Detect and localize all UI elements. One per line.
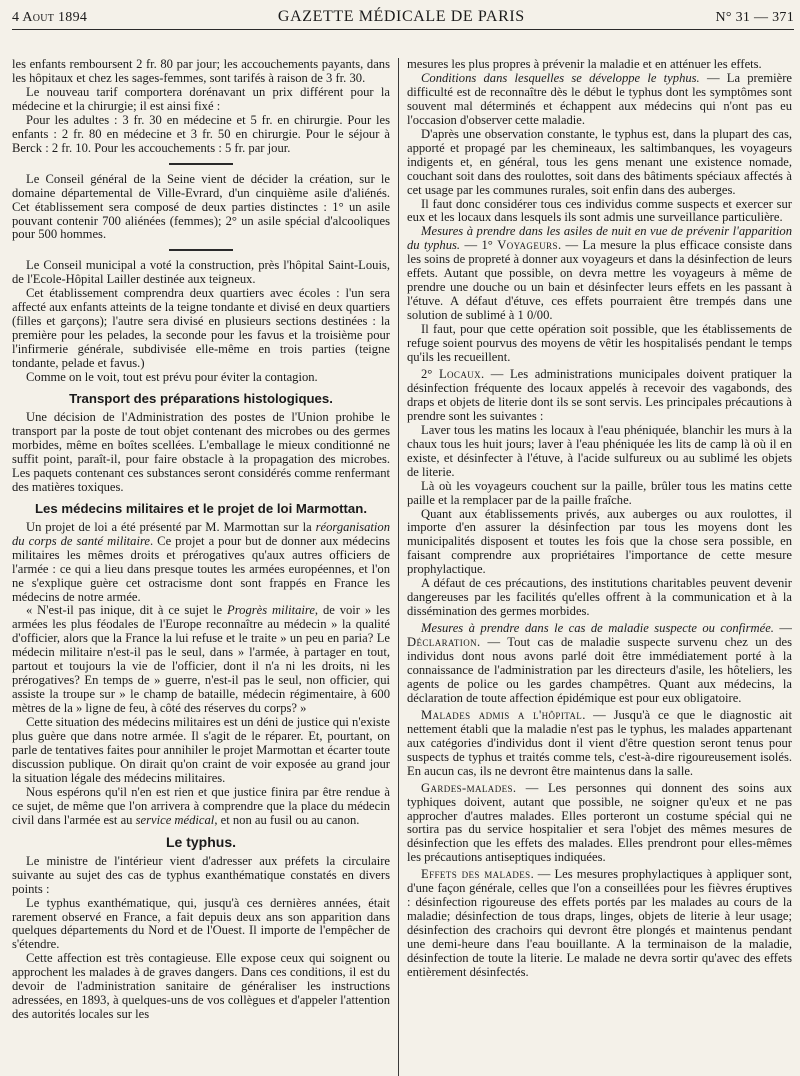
- paragraph: Une décision de l'Administration des postes de l'Union prohibe le transport par la poste de tout objet contenant des microbes ou des germes morbides, même en boîtes scellées. L'emballage le mieux conditionné ne suffit point, paraît-il, pour faire obstacle à la propagation des microbes. Les paquets contenant ces substances seront considérés comme renfermant des matières toxiques.: [12, 410, 390, 494]
- paragraph: [407, 782, 792, 866]
- paragraph: A défaut de ces précautions, des institutions charitables peuvent devenir dangereuses par les facilités qu'elles offrent à la communication et à la dissémination des germes morbides.: [407, 576, 792, 619]
- paragraph: mesures les plus propres à prévenir la maladie et en atténuer les effets.: [407, 58, 762, 71]
- paragraph: Le Conseil municipal a voté la construction, près l'hôpital Saint-Louis, de l'Ecole-Hôpital Lailler destinée aux teigneux.: [12, 258, 390, 287]
- paragraph-text: . — Les administrations municipales doivent pratiquer la désinfection fréquente des locaux appelés à recevoir des vagabonds, des draps et objets de literie dont ils se sont servis. Les principales précautions à prendre sont les suivantes :: [407, 366, 792, 423]
- paragraph: Il faut, pour que cette opération soit possible, que les établissements de refuge soient pourvus des moyens de vêtir les hospitalisés pendant le temps qu'ils les recueillent.: [407, 322, 792, 365]
- text-columns: [12, 58, 794, 1076]
- paragraph-text: . — Jusqu'à ce que le diagnostic ait nettement établi que la maladie n'est pas le typhus, les malades appartenant aux catégories d'individus dont il vient d'être question seront tenus pour suspects de typhus et traités comme tels, c'est-à-dire rigoureusement isolés. En aucun cas, ils ne devront être maintenus dans la salle.: [407, 707, 792, 778]
- subsection-lead: Mesures à prendre dans le cas de maladie suspecte ou confirmée.: [421, 621, 774, 636]
- section-divider: [169, 163, 233, 165]
- paragraph-text: — 1°: [460, 238, 498, 253]
- paragraph: Cet établissement comprendra deux quartiers avec écoles : l'un sera affecté aux enfants atteints de la teigne tondante et divisé en deux quartiers (filles et garçons); l'autre sera divisé en plusieurs sections destinées : la première pour les pelades, la seconde pour les favus et la troisième pour l'infirmerie générale, subdivisée elle-même en trois parties (teigne tondante, pelade et favus.): [12, 286, 390, 371]
- paragraph: [407, 72, 792, 128]
- paragraph-text: . — Les mesures prophylactiques à appliquer sont, d'une façon générale, celles que l'on a conseillées pour les fièvres éruptives : désinfection rigoureuse des effets portés par les malades au cours de la maladie; désinfection de tous draps, linges, objets de literie à leur usage; désinfection des crachoirs qui devront être plongés et maintenus pendant une demi-heure dans l'eau bouillante. A la terminaison de la maladie, désinfection de toute la literie. Le malade ne devra sortir qu'avec des effets entièrement désinfectés.: [407, 867, 792, 979]
- paragraph: Cette affection est très contagieuse. Elle expose ceux qui soignent ou approchent les malades à de graves dangers. Dans ces conditions, il est du devoir de l'administration sanitaire de généraliser les instructions adressées, en 1893, à quelques-uns de vos collègues et d'appeler l'attention des autorités locales sur les: [12, 951, 390, 1022]
- paragraph: [407, 709, 792, 779]
- paragraph: [407, 368, 792, 424]
- paragraph: Quant aux établissements privés, aux auberges ou aux roulottes, il importe d'en assurer la désinfection par tous les moyens dont les municipalités disposent et toutes les fois que la chose sera possible, en faisant comprendre aux propriétaires l'importance de cette mesure prophylactique.: [407, 506, 792, 577]
- paragraph-text: , et non au fusil ou au canon.: [214, 812, 360, 827]
- paragraph: Cette situation des médecins militaires est un déni de justice qui n'existe plus guère que dans notre armée. Il s'agit de le réparer. Et, pourtant, on parle de tentatives faites pour annihiler le projet Marmottan et écarter toute discussion publique. On dirait qu'on craint de voir exposée au grand jour la situation légale des médecins militaires.: [12, 715, 391, 785]
- paragraph: Le Conseil général de la Seine vient de décider la création, sur le domaine départemental de Ville-Evrard, d'un cinquième asile d'aliénés. Cet établissement sera composé de deux parties distinctes : 1° un asile pouvant contenir 700 aliénées (femmes); 2° un asile spécial d'alcooliques pour 500 hommes.: [12, 171, 390, 242]
- journal-title: GAZETTE MÉDICALE DE PARIS: [277, 8, 525, 25]
- bill-title: réorganisation du corps de santé militaire: [12, 519, 390, 548]
- paragraph-text: . — La mesure la plus efficace consiste dans les soins de propreté à donner aux voyageurs et dans la désinfection de leurs effets. Autant que possible, on devra mettre les voyageurs à même de prendre une douche ou un bain et désinfecter leurs effets en les passant à l'étuve. A défaut d'étuve, ces effets pourraient être trempés dans une solution de sublimé à 1 0/00.: [407, 238, 792, 323]
- paragraph-text: —: [773, 621, 792, 636]
- rubric: Gardes-malades: [421, 780, 513, 795]
- paragraph: Il faut donc considérer tous ces individus comme suspects et exercer sur eux et les locaux dans lesquels ils sont admis une surveillance particulière.: [407, 196, 792, 225]
- section-divider: [169, 249, 233, 251]
- paragraph-text: . — Les personnes qui donnent des soins aux typhiques doivent, autant que possible, ne soigner qu'eux et ne pas approcher d'autres malades. Elles porteront un costume spécial qui ne sortira pas du service hospitalier et sera l'objet des mêmes mesures de désinfection que les effets des malades. Elles prendront pour elles-mêmes les précautions antiseptiques indiquées.: [407, 780, 792, 865]
- paragraph: Le typhus exanthématique, qui, jusqu'à ces dernières années, était rarement observé en France, a fait depuis deux ans son apparition dans quelques départements du Nord et de l'Ouest. Il importe de l'empêcher de s'étendre.: [12, 895, 390, 952]
- paragraph: [407, 622, 792, 706]
- running-header: [12, 0, 794, 30]
- paragraph: Le nouveau tarif comportera dorénavant un prix différent pour la médecine et la chirurgie; il est ainsi fixé :: [12, 84, 390, 113]
- paragraph-text: « N'est-il pas inique, dit à ce sujet le: [26, 603, 228, 618]
- paragraph: [407, 225, 792, 323]
- paragraph: [12, 521, 390, 605]
- section-heading: Le typhus.: [165, 833, 236, 850]
- publication-title: Progrès militaire: [227, 603, 315, 618]
- subsection-lead: Conditions dans lesquelles se développe le typhus.: [421, 70, 700, 85]
- left-column: [12, 58, 398, 1076]
- rubric: Malades admis a l'hôpital: [421, 707, 583, 722]
- paragraph: Là où les voyageurs couchent sur la paille, brûler tous les matins cette paille et la remplacer par de la paille fraîche.: [407, 478, 792, 507]
- section-heading: Transport des préparations histologiques.: [69, 391, 333, 407]
- paragraph-text: Nous espérons qu'il n'en est rien et que justice finira par être rendue à ce sujet, de même que l'on arrivera à comprendre que la place du médecin civil dans l'armée est au: [12, 784, 390, 827]
- paragraph-text: . — Tout cas de maladie suspecte survenu chez un des individus dont nous avons parlé doit être immédiatement porté à la connaissance de l'administration par les directeurs d'asile, les hôteliers, les agents de police ou les gardes champêtres. Quant aux médecins, la déclaration de toute affection épidémique est pour eux obligatoire.: [407, 635, 792, 705]
- paragraph: D'après une observation constante, le typhus est, dans la plupart des cas, apporté et propagé par les chemineaux, les saltimbanques, les voyageurs indigents et, en général, tous les gens menant une existence nomade, couchant soit dans des roulottes, soit dans des bâtiments spéciaux affectés à cet usage par les communes rurales, soit enfin dans des auberges.: [407, 126, 792, 197]
- paragraph-text: 2°: [421, 366, 439, 381]
- paragraph-text: . Ce projet a pour but de donner aux médecins militaires les mêmes droits et prérogatives qu'aux autres officiers de l'armée : ce qui a lieu dans presque toutes les armées européennes, et l'on ne s'explique guère cet ostracisme dont sont frappés en France les médecins de notre armée.: [12, 533, 390, 604]
- rubric: Voyageurs: [497, 238, 558, 253]
- paragraph-text: — La première difficulté est de reconnaître dès le début le typhus dont les symptômes sont souvent mal déterminés et échappent aux médecins qui n'ont pas eu l'occasion d'observer cette maladie.: [407, 70, 792, 127]
- quotation: [12, 604, 390, 716]
- rubric: Locaux: [438, 366, 482, 381]
- paragraph-text: Un projet de loi a été présenté par M. Marmottan sur la: [26, 519, 316, 534]
- paragraph-text: , de voir » les armées les plus féodales de l'Europe reconnaître au médecin » la qualité d'officier, alors que la France la lui refuse et le traite » un peu en paria? Le médecin militaire n'est-il pas le seul, dans » l'armée, à partager en tout, partout et toujours la vie de l'officier, dont il n'a ni les droits, ni les prérogatives? En temps de » guerre, n'est-il pas le seul, non officier, qui assiste la troupe sur » le champ de bataille, médecin régimentaire, à 600 mètres de la » ligne de feu, à côté des réserves du corps? »: [12, 603, 391, 716]
- issue-page-number: N° 31 — 371: [715, 10, 794, 25]
- section-heading: Les médecins militaires et le projet de loi Marmottan.: [35, 500, 367, 516]
- paragraph: Pour les adultes : 3 fr. 30 en médecine et 5 fr. en chirurgie. Pour les enfants : 2 fr. 80 en médecine et 3 fr. 50 en chirurgie. Pour le séjour à Berck : 2 fr. 10. Pour les accouchements : 5 fr. par jour.: [12, 112, 390, 155]
- paragraph: Laver tous les matins les locaux à l'eau phéniquée, blanchir les murs à la chaux tous les huit jours; laver à l'eau phéniquée les lits de camp là où il en existe, et désinfecter à l'étuve, à l'acide sulfureux ou au sublimé les objets de literie.: [407, 422, 792, 479]
- paragraph: les enfants remboursent 2 fr. 80 par jour; les accouchements payants, dans les hôpitaux et chez les sages-femmes, sont tarifés à raison de 3 fr. 30.: [12, 58, 390, 85]
- issue-date: 4 Aout 1894: [12, 10, 88, 25]
- paragraph: [12, 786, 390, 828]
- paragraph: Comme on le voit, tout est prévu pour éviter la contagion.: [26, 370, 318, 385]
- emphasis: service médical: [135, 812, 215, 827]
- rubric: Effets des malades: [421, 867, 531, 882]
- subsection-lead: Mesures à prendre dans les asiles de nuit en vue de prévenir l'apparition du typhus.: [407, 224, 792, 253]
- paragraph: [407, 868, 792, 980]
- right-column: [398, 58, 792, 1076]
- rubric: Déclaration: [407, 635, 477, 650]
- paragraph: Le ministre de l'intérieur vient d'adresser aux préfets la circulaire suivante au sujet des cas de typhus exanthématique constatés en divers points :: [12, 853, 390, 896]
